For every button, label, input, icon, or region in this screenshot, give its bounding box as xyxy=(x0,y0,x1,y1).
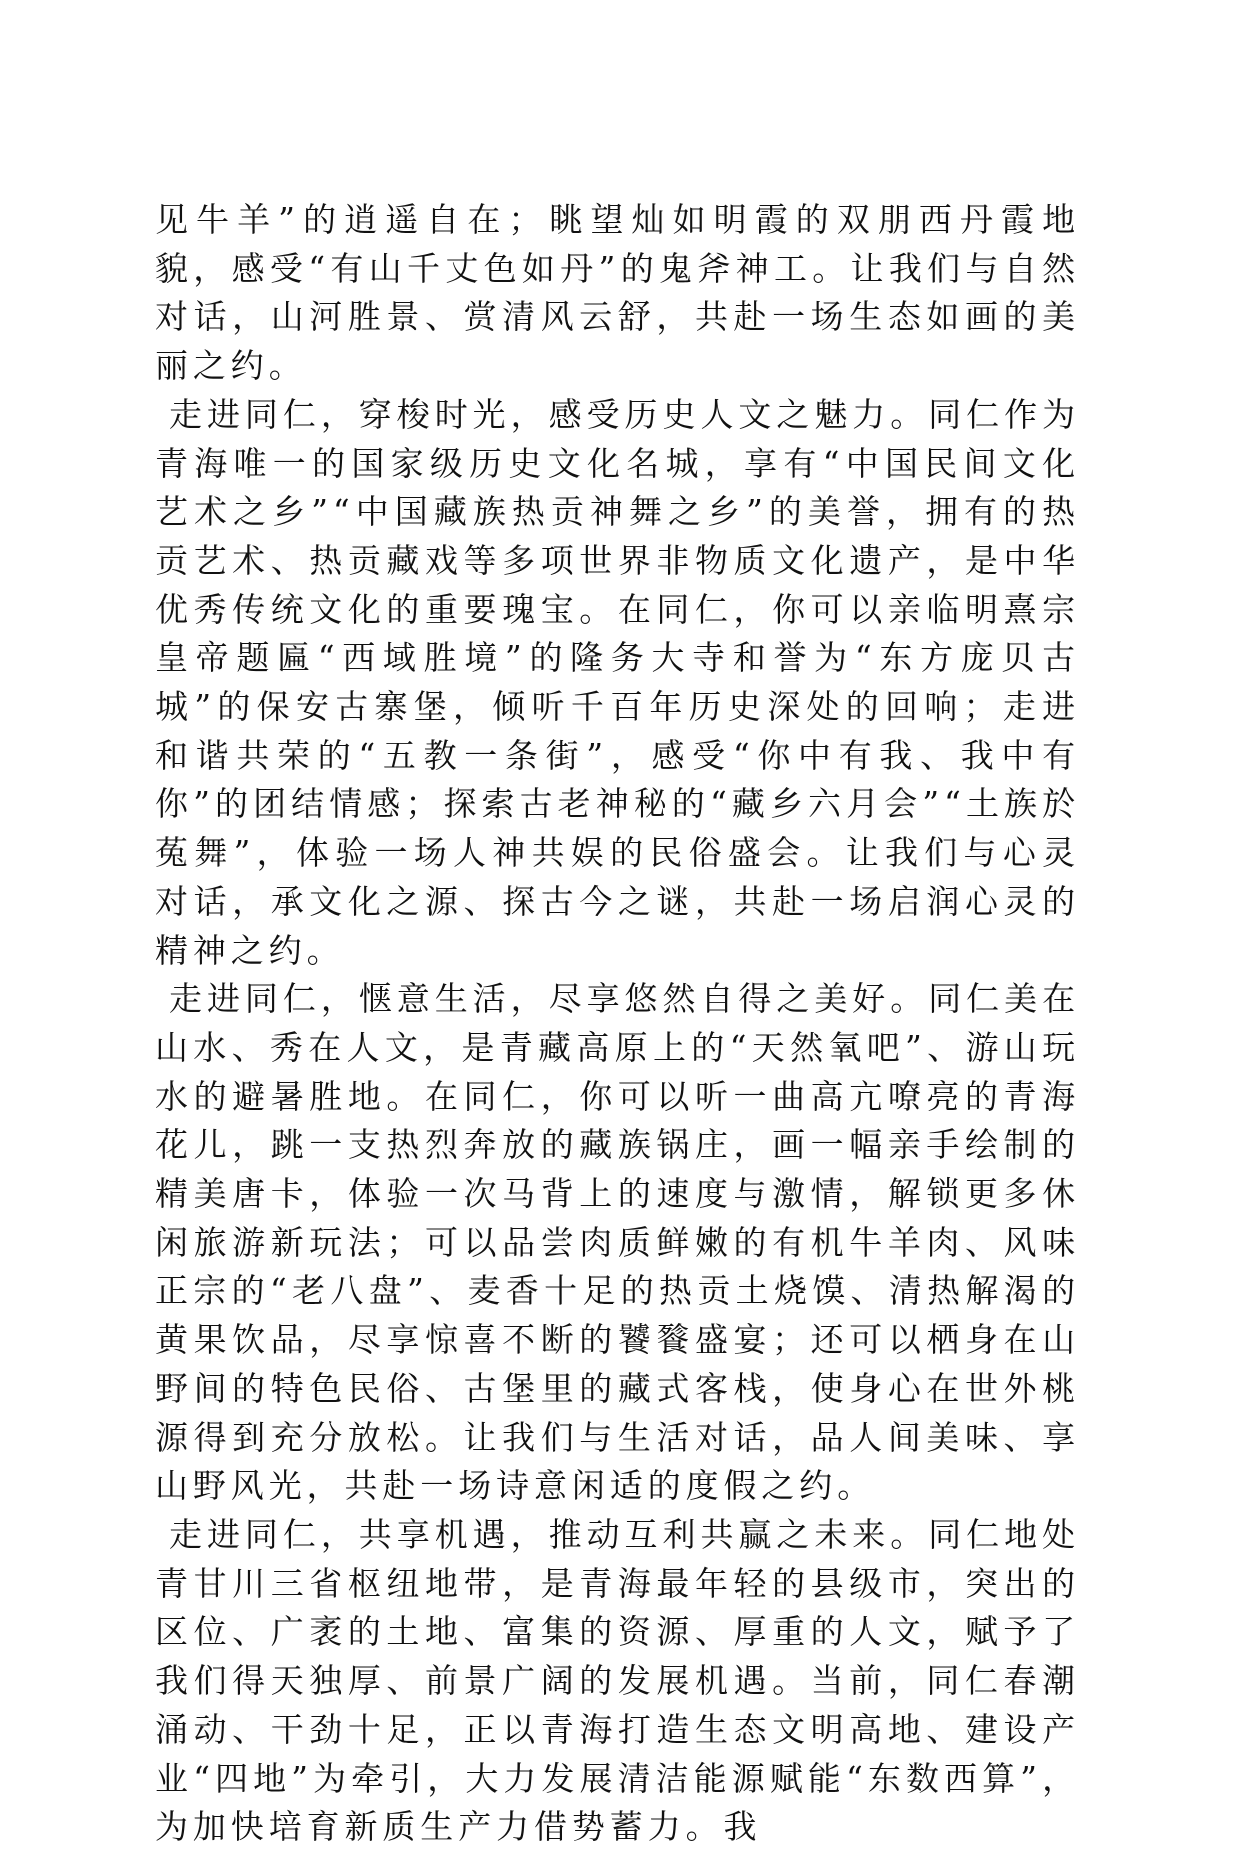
paragraph-leisure-life: 走进同仁，惬意生活，尽享悠然自得之美好。同仁美在山水、秀在人文，是青藏高原上的“天然氧吧”、游山玩水的避暑胜地。在同仁，你可以听一曲高亢嘹亮的青海花儿，跳一支热烈奔放的藏族锅庄，画一幅亲手绘制的精美唐卡，体验一次马背上的速度与激情，解锁更多休闲旅游新玩法；可以品尝肉质鲜嫩的有机牛羊肉、风味正宗的“老八盘”、麦香十足的热贡土烧馍、清热解渴的黄果饮品，尽享惊喜不断的饕餮盛宴；还可以栖身在山野间的特色民俗、古堡里的藏式客栈，使身心在世外桃源得到充分放松。让我们与生活对话，品人间美味、享山野风光，共赴一场诗意闲适的度假之约。 xyxy=(155,979,1080,1506)
paragraph-nature: 见牛羊”的逍遥自在；眺望灿如明霞的双朋西丹霞地貌，感受“有山千丈色如丹”的鬼斧神工。让我们与自然对话，山河胜景、赏清风云舒，共赴一场生态如画的美丽之约。 xyxy=(155,200,1080,386)
document-body xyxy=(155,196,1080,1852)
paragraph-history-culture: 走进同仁，穿梭时光，感受历史人文之魅力。同仁作为青海唯一的国家级历史文化名城，享有“中国民间文化艺术之乡”“中国藏族热贡神舞之乡”的美誉，拥有的热贡艺术、热贡藏戏等多项世界非物质文化遗产，是中华优秀传统文化的重要瑰宝。在同仁，你可以亲临明熹宗皇帝题匾“西域胜境”的隆务大寺和誉为“东方庞贝古城”的保安古寨堡，倾听千百年历史深处的回响；走进和谐共荣的“五教一条街”，感受“你中有我、我中有你”的团结情感；探索古老神秘的“藏乡六月会”“土族於菟舞”，体验一场人神共娱的民俗盛会。让我们与心灵对话，承文化之源、探古今之谜，共赴一场启润心灵的精神之约。 xyxy=(155,394,1080,970)
paragraph-opportunity: 走进同仁，共享机遇，推动互利共赢之未来。同仁地处青甘川三省枢纽地带，是青海最年轻的县级市，突出的区位、广袤的土地、富集的资源、厚重的人文，赋予了我们得天独厚、前景广阔的发展机遇。当前，同仁春潮涌动、干劲十足，正以青海打造生态文明高地、建设产业“四地”为牵引，大力发展清洁能源赋能“东数西算”，为加快培育新质生产力借势蓄力。我 xyxy=(155,1514,1080,1847)
